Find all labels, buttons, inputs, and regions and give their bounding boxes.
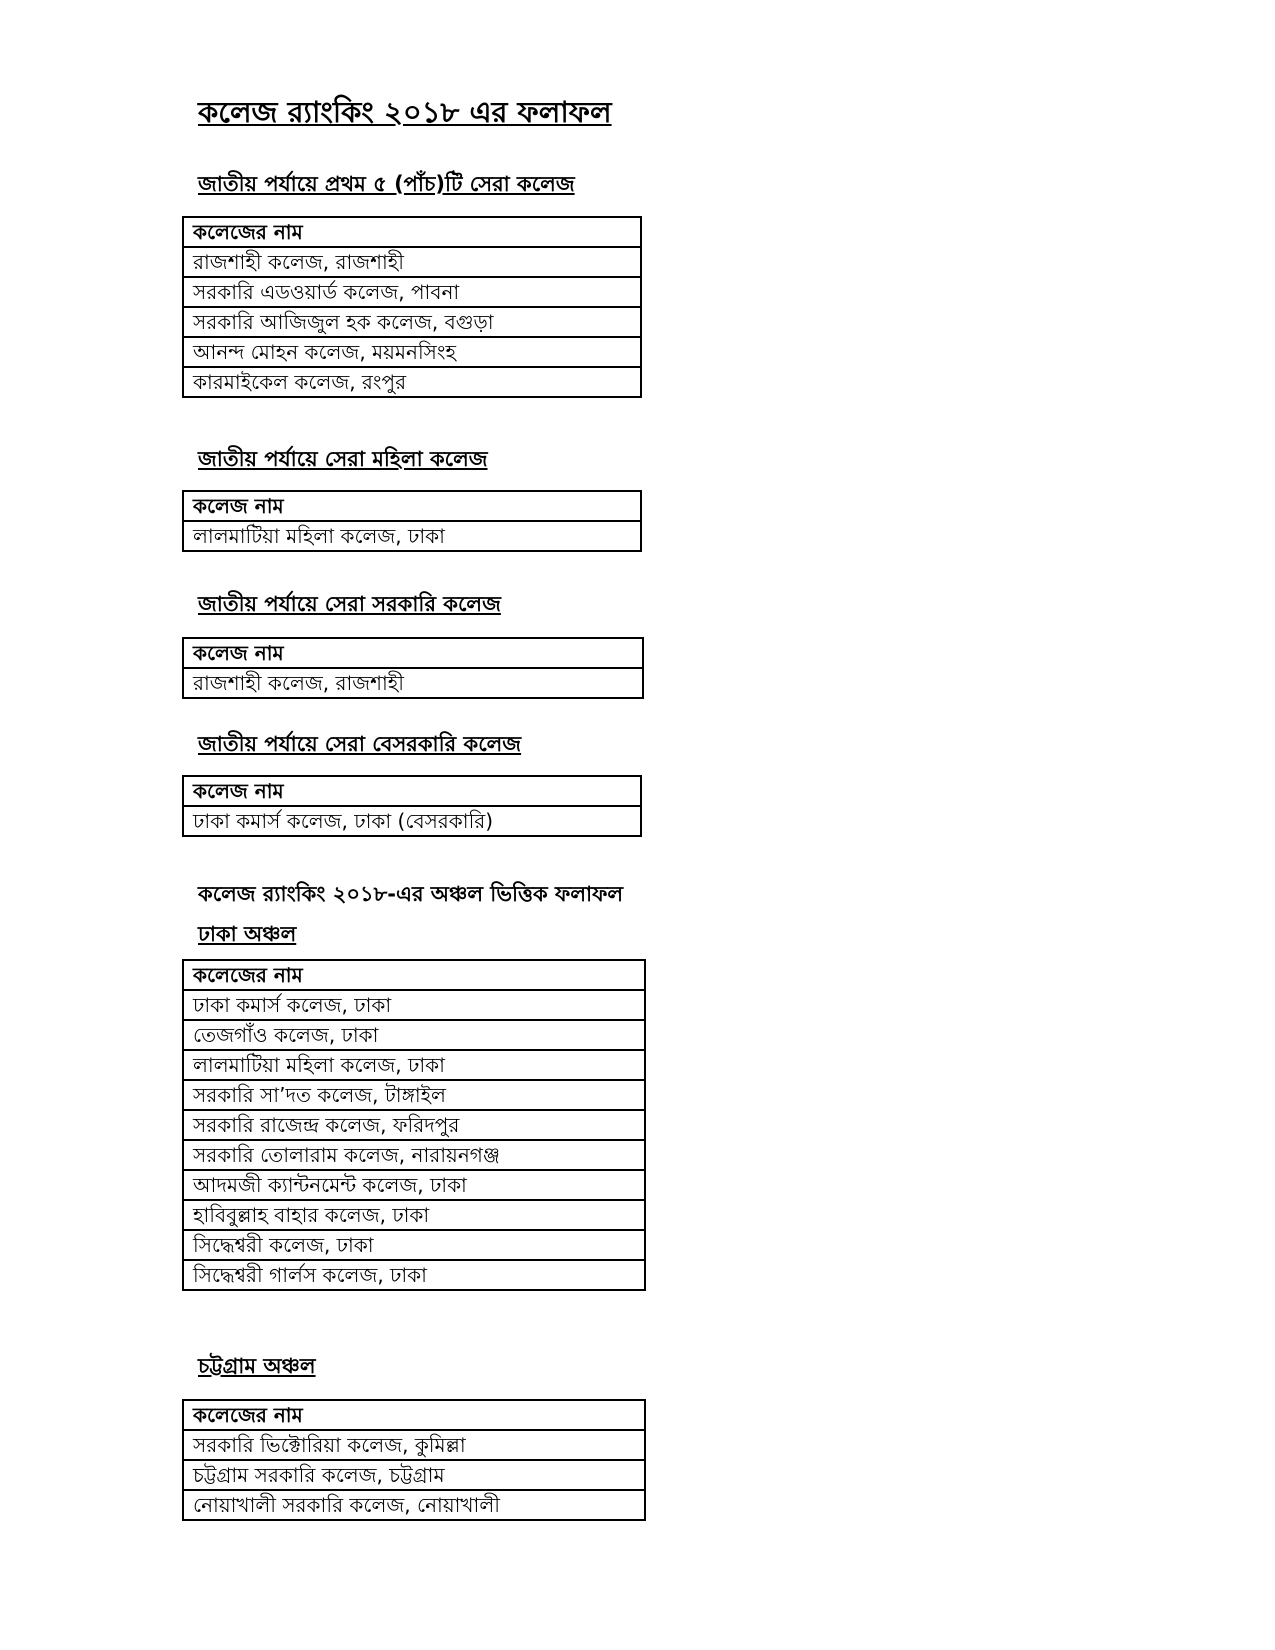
table-row	[183, 1110, 645, 1140]
college-name: রাজশাহী কলেজ, রাজশাহী	[183, 668, 643, 698]
table-row	[183, 521, 641, 551]
college-name: আদমজী ক্যান্টনমেন্ট কলেজ, ঢাকা	[183, 1170, 645, 1200]
table-row	[183, 1490, 645, 1520]
college-name: সিদ্ধেশ্বরী গার্লস কলেজ, ঢাকা	[183, 1260, 645, 1290]
table-row	[183, 1020, 645, 1050]
table-row	[183, 367, 641, 397]
table-row	[183, 1200, 645, 1230]
region-heading-chattogram: চট্টগ্রাম অঞ্চল	[198, 1354, 316, 1378]
column-header: কলেজ নাম	[183, 491, 641, 521]
college-name: সরকারি আজিজুল হক কলেজ, বগুড়া	[183, 307, 641, 337]
college-name: সিদ্ধেশ্বরী কলেজ, ঢাকা	[183, 1230, 645, 1260]
table-women-college	[182, 490, 642, 552]
college-name: লালমাটিয়া মহিলা কলেজ, ঢাকা	[183, 1050, 645, 1080]
college-name: চট্টগ্রাম সরকারি কলেজ, চট্টগ্রাম	[183, 1460, 645, 1490]
college-name: সরকারি রাজেন্দ্র কলেজ, ফরিদপুর	[183, 1110, 645, 1140]
college-name: সরকারি সা’দত কলেজ, টাঙ্গাইল	[183, 1080, 645, 1110]
section-heading-top-five: জাতীয় পর্যায়ে প্রথম ৫ (পাঁচ)টি সেরা কলেজ	[198, 172, 575, 196]
college-name: ঢাকা কমার্স কলেজ, ঢাকা	[183, 990, 645, 1020]
region-heading-dhaka: ঢাকা অঞ্চল	[198, 922, 297, 946]
table-header-row	[183, 776, 641, 806]
college-name: কারমাইকেল কলেজ, রংপুর	[183, 367, 641, 397]
college-name: নোয়াখালী সরকারি কলেজ, নোয়াখালী	[183, 1490, 645, 1520]
table-header-row	[183, 1400, 645, 1430]
table-header-row	[183, 960, 645, 990]
page-title: কলেজ র‍্যাংকিং ২০১৮ এর ফলাফল	[198, 95, 612, 129]
table-row	[183, 668, 643, 698]
column-header: কলেজের নাম	[183, 960, 645, 990]
table-row	[183, 1050, 645, 1080]
table-government-college	[182, 637, 644, 699]
table-header-row	[183, 491, 641, 521]
column-header: কলেজ নাম	[183, 776, 641, 806]
table-row	[183, 1260, 645, 1290]
college-name: সরকারি এডওয়ার্ড কলেজ, পাবনা	[183, 277, 641, 307]
column-header: কলেজ নাম	[183, 638, 643, 668]
table-private-college	[182, 775, 642, 837]
column-header: কলেজের নাম	[183, 217, 641, 247]
section-heading-government-college: জাতীয় পর্যায়ে সেরা সরকারি কলেজ	[198, 592, 501, 616]
table-row	[183, 337, 641, 367]
table-row	[183, 277, 641, 307]
table-row	[183, 990, 645, 1020]
college-name: ঢাকা কমার্স কলেজ, ঢাকা (বেসরকারি)	[183, 806, 641, 836]
table-row	[183, 1140, 645, 1170]
section-heading-women-college: জাতীয় পর্যায়ে সেরা মহিলা কলেজ	[198, 447, 488, 471]
table-row	[183, 307, 641, 337]
table-header-row	[183, 217, 641, 247]
college-name: সরকারি তোলারাম কলেজ, নারায়নগঞ্জ	[183, 1140, 645, 1170]
table-top-five	[182, 216, 642, 398]
college-name: রাজশাহী কলেজ, রাজশাহী	[183, 247, 641, 277]
table-chattogram-region	[182, 1399, 646, 1521]
table-header-row	[183, 638, 643, 668]
column-header: কলেজের নাম	[183, 1400, 645, 1430]
college-name: সরকারি ভিক্টোরিয়া কলেজ, কুমিল্লা	[183, 1430, 645, 1460]
table-row	[183, 247, 641, 277]
table-row	[183, 1080, 645, 1110]
college-name: লালমাটিয়া মহিলা কলেজ, ঢাকা	[183, 521, 641, 551]
college-name: হাবিবুল্লাহ বাহার কলেজ, ঢাকা	[183, 1200, 645, 1230]
table-row	[183, 1460, 645, 1490]
college-name: আনন্দ মোহন কলেজ, ময়মনসিংহ	[183, 337, 641, 367]
table-dhaka-region	[182, 959, 646, 1291]
table-row	[183, 1170, 645, 1200]
table-row	[183, 1230, 645, 1260]
college-name: তেজগাঁও কলেজ, ঢাকা	[183, 1020, 645, 1050]
section-heading-private-college: জাতীয় পর্যায়ে সেরা বেসরকারি কলেজ	[198, 732, 522, 756]
regional-results-title: কলেজ র‍্যাংকিং ২০১৮-এর অঞ্চল ভিত্তিক ফলাফল	[198, 882, 624, 906]
table-row	[183, 1430, 645, 1460]
table-row	[183, 806, 641, 836]
